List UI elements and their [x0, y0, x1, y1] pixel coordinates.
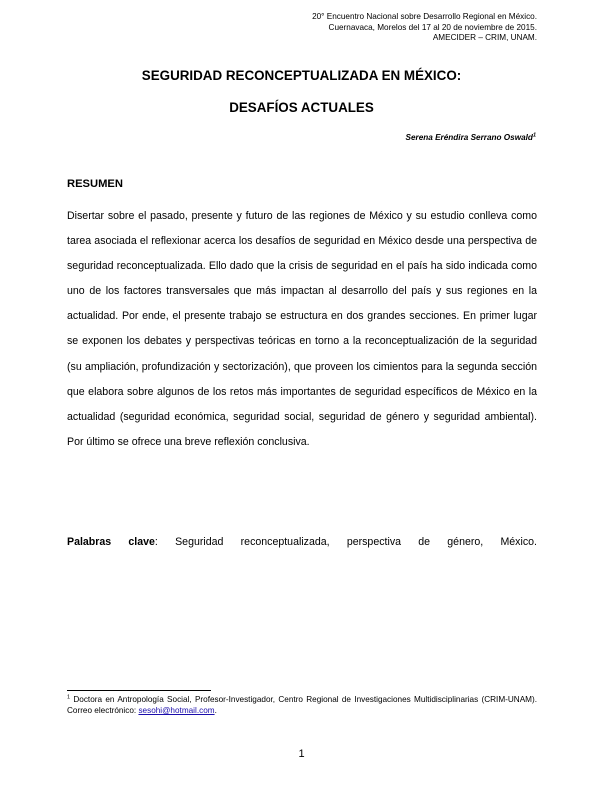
keywords-label-word-1: Palabras [67, 536, 112, 548]
paper-title-line-2: DESAFÍOS ACTUALES [229, 100, 374, 115]
keyword-term: México. [500, 536, 537, 548]
footnote-text: Doctora en Antropología Social, Profesor-Investigador, Centro Regional de Investigaciones Multidisciplinarias (CRIM-UNAM). Correo electrónico: [67, 695, 537, 715]
paper-title-line-1: SEGURIDAD RECONCEPTUALIZADA EN MÉXICO: [141, 68, 462, 83]
keyword-term: de [418, 536, 431, 548]
keyword-term: reconceptualizada, [240, 536, 330, 548]
abstract-text: Disertar sobre el pasado, presente y futuro de las regiones de México y su estudio conlleva como tarea asociada el reflexionar acerca los desafíos de seguridad en México desde una perspectiva de seguridad reconceptualizada. Ello dado que la crisis de seguridad en el país ha sido indicada como uno de los factores transversales que más impactan al desarrollo del país y sus regiones en la actualidad. Por ende, el presente trabajo se estructura en dos grandes secciones. En primer lugar se exponen los debates y perspectivas teóricas en torno a la reconceptualización de la seguridad (su ampliación, profundización y sectorización), que proveen los cimientos para la segunda sección que elabora sobre algunos de los retos más importantes de seguridad específicos de México en la actualidad (seguridad económica, seguridad social, seguridad de género y seguridad ambiental). Por último se ofrece una breve reflexión conclusiva. [67, 210, 537, 448]
keyword-term: género, [447, 536, 484, 548]
keyword-term: perspectiva [346, 536, 402, 548]
header-location-line: Cuernavaca, Morelos del 17 al 20 de noviembre de 2015. [328, 22, 537, 32]
keyword-term: Seguridad [175, 536, 224, 548]
footnote-end: . [214, 705, 217, 715]
header-organizer-line: AMECIDER – CRIM, UNAM. [432, 33, 537, 42]
author-footnote-mark: 1 [532, 132, 536, 139]
keywords-line [67, 534, 537, 550]
author-name: Serena Eréndira Serrano Oswald [405, 133, 533, 142]
header-event-line: 20° Encuentro Nacional sobre Desarrollo Regional en México. [312, 12, 537, 21]
footnote [67, 695, 537, 717]
page-header [137, 12, 537, 44]
footnote-divider [67, 690, 211, 691]
abstract-heading: RESUMEN [67, 178, 123, 190]
footnote-email-link[interactable]: sesohi@hotmail.com [138, 705, 215, 715]
author-line [406, 133, 536, 142]
footnote-mark: 1 [67, 694, 71, 701]
page-number: 1 [298, 748, 305, 760]
keywords-label-word-2: clave: [128, 536, 158, 548]
